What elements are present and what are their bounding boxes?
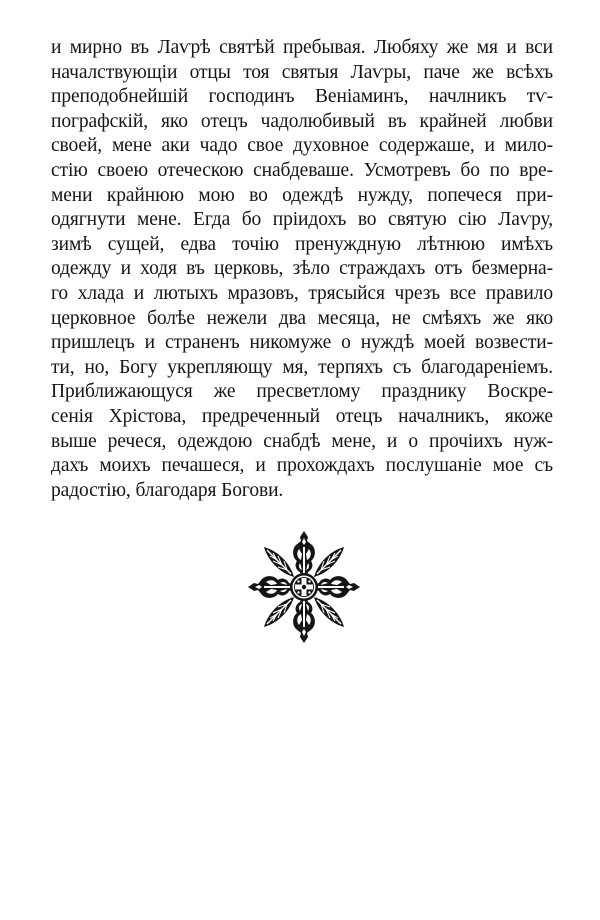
text-line-7: мени крайнюю мою во одеждѣ нужду, попечеся при- [51,184,553,206]
text-line-16: сенія Хрістова, предреченный отецъ началникъ, якоже [51,405,553,427]
text-line-18: дахъ моихъ печашеся, и прохождахъ послушаніе мое съ [51,455,553,477]
text-line-12: церковное болѣе нежели два месяца, не смѣяхъ же яко [51,307,553,329]
text-line-6: стію своею отеческою снабдеваше. Усмотревъ бо по вре- [51,159,553,181]
text-line-17: выше речеся, одеждою снабдѣ мене, и о прочіихъ нуж- [51,430,553,452]
text-line-1: и мирно въ Лаѵрѣ святѣй пребывая. Любяху же мя и вси [51,37,553,58]
text-line-13: пришлецъ и страненъ никомуже о нуждѣ моей возвести- [51,332,553,354]
text-line-9: зимѣ сущей, едва точію пренуждную лѣтнюю имѣхъ [51,233,553,255]
text-line-14: ти, но, Богу укрепляющу мя, терпяхъ съ благодареніемъ. [51,356,553,378]
text-line-5: своей, мене аки чадо свое духовное содержаше, и мило- [51,135,553,157]
text-line-11: го хлада и лютыхъ мразовъ, трясыйся чрезъ все правило [51,282,553,304]
text-line-8: одягнути мене. Егда бо пріидохъ во святую сію Лаѵру, [51,209,553,231]
text-line-3: преподобнейшій господинъ Веніаминъ, начлникъ тѵ- [51,86,553,108]
text-line-15: Приближающуся же пресветлому празднику Воскре- [51,381,553,403]
text-line-10: одежду и ходя въ церковь, зѣло страждахъ отъ безмерна- [51,258,553,280]
body-paragraph [51,36,553,503]
cross-fleuron-ornament-icon [244,527,364,647]
text-line-4: пографскій, яко отецъ чадолюбивый въ крайней любви [51,110,553,132]
text-line-2: началствующіи отцы тоя святыя Лаѵры, паче же всѣхъ [51,61,553,83]
text-line-19: радостію, благодаря Богови. [51,479,284,501]
